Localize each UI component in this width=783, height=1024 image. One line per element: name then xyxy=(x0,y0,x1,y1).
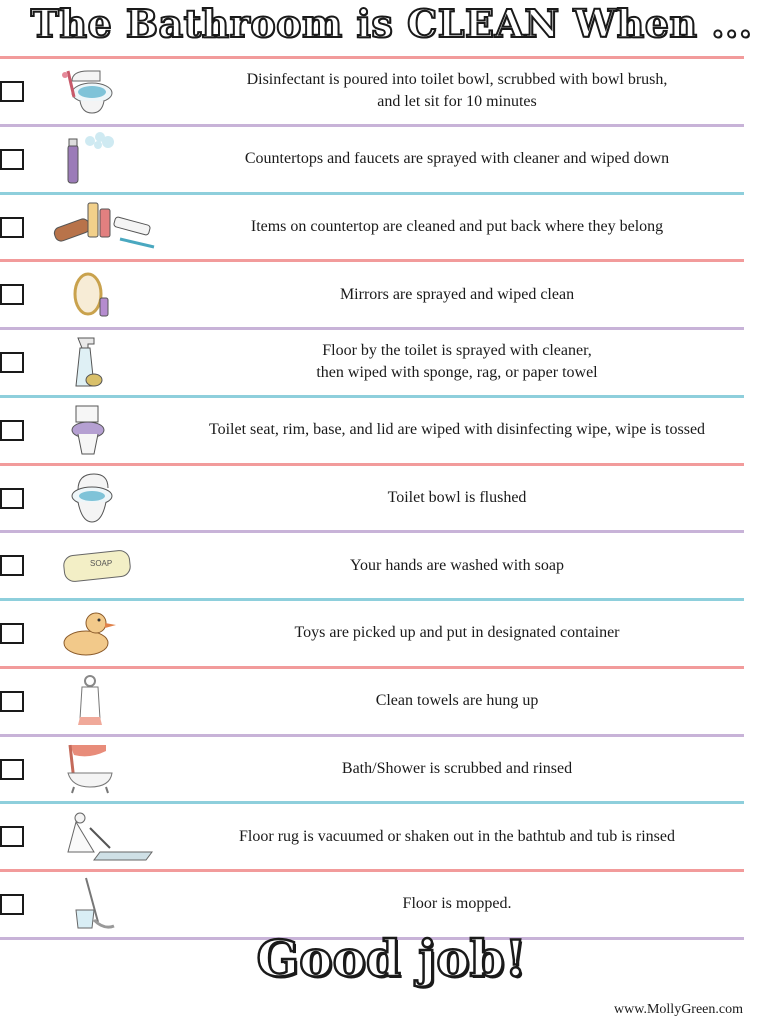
task-text: Your hands are washed with soap xyxy=(350,556,564,574)
task-checkbox[interactable] xyxy=(0,826,24,847)
checklist-row xyxy=(0,598,744,666)
website-credit: www.MollyGreen.com xyxy=(614,1002,743,1017)
spray-can-icon xyxy=(50,131,162,187)
checklist-row xyxy=(0,259,744,327)
task-checkbox[interactable] xyxy=(0,81,24,102)
task-checkbox[interactable] xyxy=(0,284,24,305)
task-text: Toilet seat, rim, base, and lid are wiped with disinfecting wipe, wipe is tossed xyxy=(208,421,706,439)
task-checkbox[interactable] xyxy=(0,894,24,915)
task-text: Floor by the toilet is sprayed with cleaner, then wiped with sponge, rag, or paper towel xyxy=(316,342,598,382)
toiletries-icon xyxy=(50,199,162,255)
page-title: The Bathroom is CLEAN When ... xyxy=(30,1,753,46)
task-checkbox[interactable] xyxy=(0,352,24,373)
bathtub-icon xyxy=(50,741,162,797)
vacuum-rug-icon xyxy=(50,808,162,864)
task-text: Toys are picked up and put in designated container xyxy=(294,624,620,642)
task-checkbox[interactable] xyxy=(0,149,24,170)
checklist-row xyxy=(0,327,744,395)
task-text: Mirrors are sprayed and wiped clean xyxy=(339,285,575,303)
checklist-row xyxy=(0,192,744,260)
checklist-row xyxy=(0,666,744,734)
checklist-row xyxy=(0,124,744,192)
spray-bottle-icon xyxy=(50,334,162,390)
checklist-row xyxy=(0,395,744,463)
good-job-message: Good job! xyxy=(256,929,527,988)
toilet-icon xyxy=(50,402,162,458)
task-checkbox[interactable] xyxy=(0,555,24,576)
checklist-row xyxy=(0,530,744,598)
task-checkbox[interactable] xyxy=(0,691,24,712)
task-text: Floor rug is vacuumed or shaken out in the bathtub and tub is rinsed xyxy=(239,827,675,845)
soap-icon xyxy=(50,537,162,593)
checklist-row xyxy=(0,734,744,802)
svg-text:SOAP: SOAP xyxy=(90,559,113,569)
checklist-row xyxy=(0,801,744,869)
task-text: Floor is mopped. xyxy=(402,895,512,913)
task-text: Clean towels are hung up xyxy=(375,692,539,710)
task-checkbox[interactable] xyxy=(0,488,24,509)
checklist-row xyxy=(0,56,744,124)
checklist xyxy=(0,56,744,940)
task-checkbox[interactable] xyxy=(0,623,24,644)
task-text: Disinfectant is poured into toilet bowl, scrubbed with bowl brush, and let sit for 10 minutes xyxy=(246,71,668,111)
toilet-brush-icon xyxy=(50,63,162,119)
task-text: Toilet bowl is flushed xyxy=(387,488,527,506)
checklist-row xyxy=(0,463,744,531)
task-checkbox[interactable] xyxy=(0,217,24,238)
task-checkbox[interactable] xyxy=(0,420,24,441)
task-text: Countertops and faucets are sprayed with cleaner and wiped down xyxy=(244,150,670,168)
task-text: Items on countertop are cleaned and put back where they belong xyxy=(250,217,664,235)
task-text: Bath/Shower is scrubbed and rinsed xyxy=(341,759,573,777)
toilet-bowl-icon xyxy=(50,470,162,526)
rubber-duck-icon xyxy=(50,605,162,661)
mirror-icon xyxy=(50,266,162,322)
towel-icon xyxy=(50,673,162,729)
task-checkbox[interactable] xyxy=(0,759,24,780)
